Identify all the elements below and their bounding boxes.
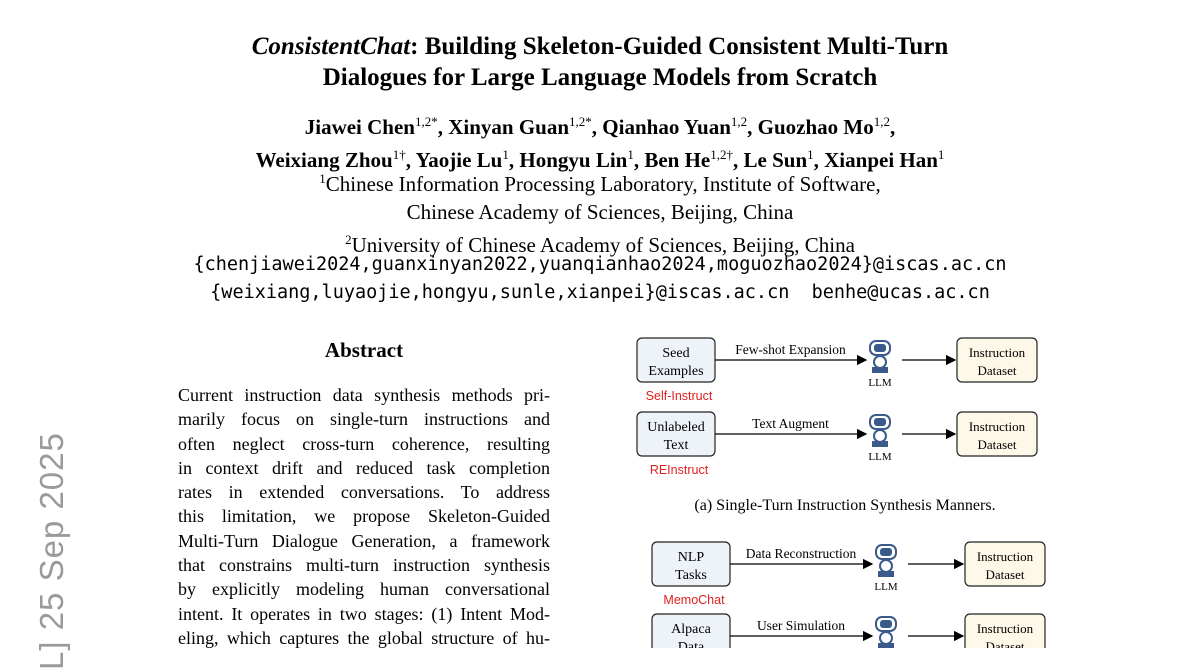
abstract-line: in context drift and reduced task completion: [178, 457, 550, 478]
abstract-line: rates in extended conversations. To address: [178, 482, 550, 503]
author-name: Xianpei Han: [824, 148, 938, 172]
abstract-line: eling, which captures the global structure of hu-: [178, 627, 550, 648]
llm-label: LLM: [868, 377, 892, 389]
arrow-label: Data Reconstruction: [745, 546, 857, 561]
source-label: Tasks: [675, 568, 707, 583]
abstract-heading: Abstract: [324, 338, 404, 362]
source-label: NLP: [677, 550, 705, 565]
email-line: {chenjiawei2024,guanxinyan2022,yuanqianhao2024,moguozhao2024}@iscas.ac.cn: [193, 254, 1007, 275]
abstract-line: often neglect cross-turn coherence, resulting: [178, 433, 550, 454]
robot-icon-base: [878, 643, 894, 648]
source-label: Unlabeled: [647, 420, 705, 435]
author-affil-sup: 1: [502, 147, 509, 162]
abstract-line: marily focus on single-turn instructions and: [178, 409, 550, 430]
paper-title: [0, 31, 1200, 93]
robot-icon-body: [880, 560, 892, 572]
author-name: Qianhao Yuan: [602, 115, 731, 139]
robot-icon-base: [872, 367, 888, 373]
robot-icon-visor: [880, 548, 892, 556]
method-label: REInstruct: [649, 463, 709, 477]
arrow-label: Text Augment: [752, 416, 829, 431]
abstract-line: by explicitly modeling human conversational: [178, 579, 550, 600]
target-label: Instruction: [968, 419, 1026, 434]
robot-icon-visor: [874, 418, 886, 426]
author-name: Hongyu Lin: [519, 148, 628, 172]
abstract-line: this limitation, we propose Skeleton-Guided: [178, 506, 550, 527]
aff2-line1: University of Chinese Academy of Sciences, Beijing, China: [351, 233, 855, 257]
email-block: [0, 251, 1200, 307]
author-name: Yaojie Lu: [415, 148, 503, 172]
author-affil-sup: 1: [627, 147, 634, 162]
target-label: Instruction: [968, 345, 1026, 360]
llm-label: LLM: [868, 451, 892, 463]
source-label: Alpaca: [671, 622, 711, 637]
target-label: Instruction: [976, 621, 1034, 636]
target-label: Instruction: [976, 549, 1034, 564]
author-name: Le Sun: [743, 148, 808, 172]
arxiv-stamp: [25, 390, 75, 670]
source-label: Data: [677, 640, 705, 648]
llm-label: LLM: [874, 581, 898, 593]
aff-sup: 2: [345, 232, 352, 247]
aff1-line1: Chinese Information Processing Laboratory, Institute of Software,: [325, 172, 881, 196]
figure-canvas: [610, 330, 1080, 648]
author-affil-sup: 1,2†: [710, 147, 734, 162]
author-name: Ben He: [644, 148, 711, 172]
title-rest: : Building Skeleton-Guided Consistent Multi-Turn: [410, 33, 949, 60]
title-line2: Dialogues for Large Language Models from Scratch: [322, 64, 878, 91]
abstract-line: Multi-Turn Dialogue Generation, a framework: [178, 530, 550, 551]
arrow-label: User Simulation: [756, 618, 846, 633]
author-name: Weixiang Zhou: [255, 148, 393, 172]
aff-sup: 1: [319, 171, 326, 186]
target-label: Dataset: [985, 567, 1025, 582]
author-affil-sup: 1: [937, 147, 945, 162]
affiliations: [0, 165, 1200, 259]
abstract-line: that constrains multi-turn instruction synthesis: [178, 555, 550, 576]
method-label: MemoChat: [663, 593, 725, 607]
source-label: Text: [663, 438, 689, 453]
author-affil-sup: 1,2: [873, 114, 890, 129]
source-label: Seed: [662, 346, 690, 361]
title-italic: ConsistentChat: [251, 33, 411, 60]
author-name: Guozhao Mo: [757, 115, 874, 139]
email-line: {weixiang,luyaojie,hongyu,sunle,xianpei}@iscas.ac.cn benhe@ucas.ac.cn: [210, 282, 990, 303]
figure-caption: (a) Single-Turn Instruction Synthesis Manners.: [694, 497, 996, 514]
source-label: Examples: [648, 364, 704, 379]
author-affil-sup: 1†: [392, 147, 406, 162]
method-label: Self-Instruct: [645, 389, 713, 403]
author-affil-sup: 1,2*: [414, 114, 438, 129]
robot-icon-body: [874, 356, 886, 368]
author-name: Jiawei Chen: [304, 115, 415, 139]
robot-icon-body: [874, 430, 886, 442]
robot-icon-body: [880, 632, 892, 644]
robot-icon-visor: [880, 620, 892, 628]
author-affil-sup: 1,2*: [569, 114, 592, 129]
arrow-label: Few-shot Expansion: [735, 342, 846, 357]
target-label: Dataset: [977, 363, 1017, 378]
arxiv-stamp-text: L] 25 Sep 2025: [33, 432, 70, 670]
author-line: Jiawei Chen$^{1,2*}$, Xinyan Guan$^{1,2*}$, Qianhao Yuan$^{1,2}$, Guozhao Mo$^{1,2}$,: [304, 114, 896, 139]
figure-synthesis-manners: [610, 330, 1080, 648]
abstract-line: Current instruction data synthesis methods pri-: [178, 385, 550, 405]
abstract-body: [178, 383, 550, 650]
aff1-line2: Chinese Academy of Sciences, Beijing, China: [406, 200, 794, 224]
robot-icon-base: [878, 571, 894, 577]
target-label: Dataset: [985, 639, 1025, 648]
author-name: Xinyan Guan: [448, 115, 570, 139]
author-affil-sup: 1: [807, 147, 814, 162]
author-affil-sup: 1,2: [730, 114, 748, 129]
robot-icon-visor: [874, 344, 886, 352]
author-line: Weixiang Zhou$^{1\dagger}$, Yaojie Lu$^1$, Hongyu Lin$^1$, Ben $He^{1,2\dagger}$, Le Sun$^1$, Xianpei Han$^1$: [255, 147, 945, 172]
target-label: Dataset: [977, 437, 1017, 452]
abstract-line: intent. It operates in two stages: (1) Intent Mod-: [178, 603, 550, 624]
robot-icon-base: [872, 441, 888, 447]
